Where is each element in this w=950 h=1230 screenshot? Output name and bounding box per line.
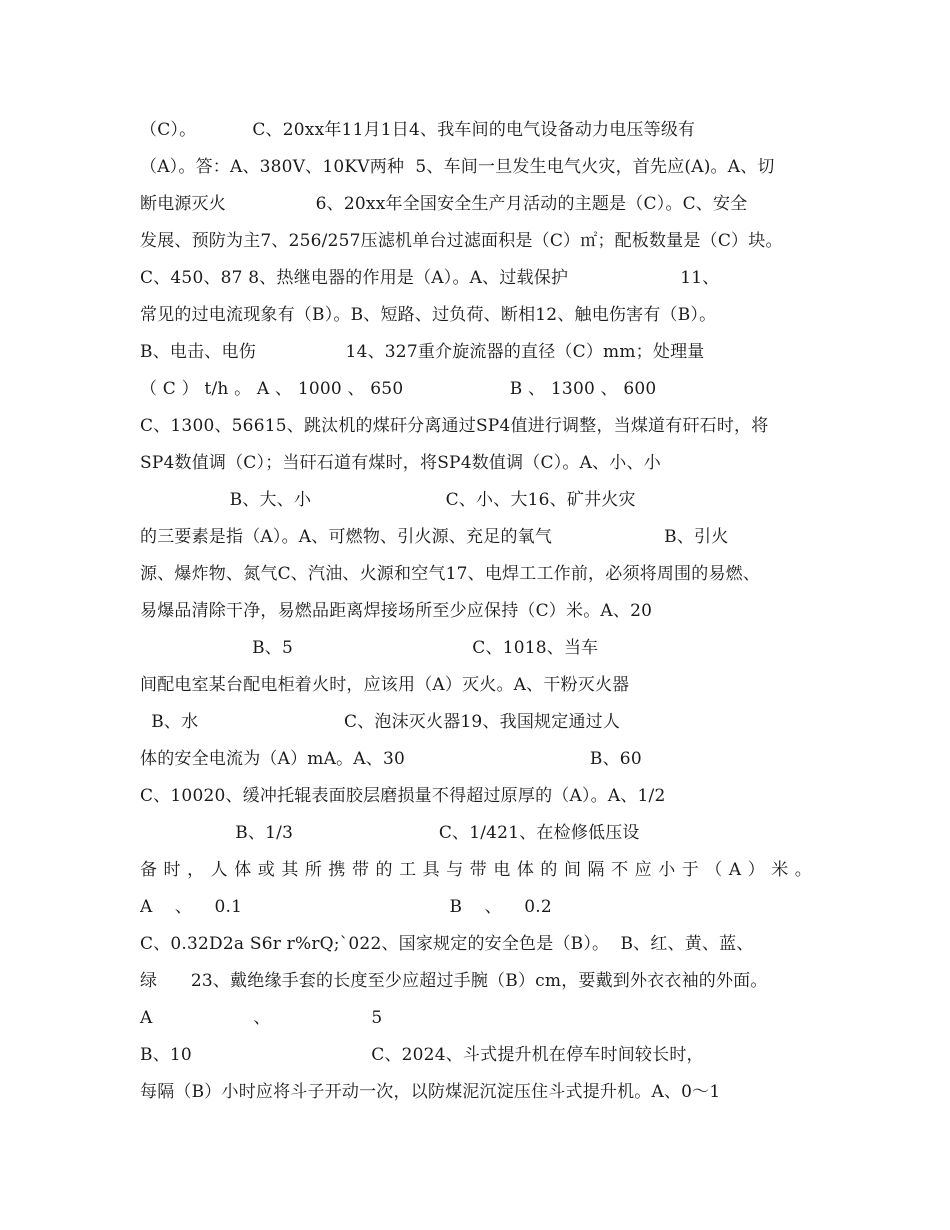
- text-line: C、0.32D2a S6r r%rQ;`022、国家规定的安全色是（B）。 B、红、黄、蓝、: [140, 934, 754, 954]
- text-line: （A）。答：A、380V、10KV两种 5、车间一旦发生电气火灾，首先应(A)。A、切: [140, 157, 775, 177]
- text-line: SP4数值调（C）；当矸石道有煤时，将SP4数值调（C）。A、小、小: [140, 453, 661, 473]
- text-line: C、1300、56615、跳汰机的煤矸分离通过SP4值进行调整，当煤道有矸石时，将: [140, 416, 769, 436]
- text-line: C、450、87 8、热继电器的作用是（A）。A、过载保护 11、: [140, 268, 720, 288]
- text-line: B、电击、电伤 14、327重介旋流器的直径（C）mm；处理量: [140, 342, 705, 362]
- text-line: 常见的过电流现象有（B）。B、短路、过负荷、断相12、触电伤害有（B）。: [140, 305, 717, 325]
- text-line: 易爆品清除干净，易燃品距离焊接场所至少应保持（C）米。A、20: [140, 601, 653, 621]
- text-line: 每隔（B）小时应将斗子开动一次，以防煤泥沉淀压住斗式提升机。A、0～1: [140, 1082, 721, 1102]
- text-line: A 、 5: [140, 1008, 383, 1028]
- text-line: 发展、预防为主7、256/257压滤机单台过滤面积是（C）㎡；配板数量是（C）块。: [140, 231, 783, 251]
- text-line: 断电源灭火 6、20xx年全国安全生产月活动的主题是（C）。C、安全: [140, 194, 748, 214]
- text-line: C、10020、缓冲托辊表面胶层磨损量不得超过原厚的（A）。A、1/2: [140, 786, 666, 806]
- text-line: 体的安全电流为（A）mA。A、30 B、60: [140, 749, 642, 769]
- text-line: B、1/3 C、1/421、在检修低压设: [140, 823, 640, 843]
- text-line: A 、 0.1 B 、 0.2: [140, 897, 552, 917]
- text-line: B、大、小 C、小、大16、矿井火灾: [140, 490, 636, 510]
- text-line: 源、爆炸物、氮气C、汽油、火源和空气17、电焊工工作前，必须将周围的易燃、: [140, 564, 761, 584]
- text-line: （ C ） t/h 。 A 、 1000 、 650 B 、 1300 、 600: [140, 379, 657, 399]
- text-line: B、5 C、1018、当车: [140, 638, 599, 658]
- text-line: B、10 C、2024、斗式提升机在停车时间较长时，: [140, 1045, 704, 1065]
- text-line: 绿 23、戴绝缘手套的长度至少应超过手腕（B）cm，要戴到外衣衣袖的外面。: [140, 971, 768, 991]
- text-line: 的三要素是指（A）。A、可燃物、引火源、充足的氧气 B、引火: [140, 527, 729, 547]
- text-line: B、水 C、泡沫灭火器19、我国规定通过人: [140, 712, 621, 732]
- text-line: （C）。 C、20xx年11月1日4、我车间的电气设备动力电压等级有: [140, 120, 696, 140]
- text-line: 备时，人体或其所携带的工具与带电体的间隔不应小于（A）米。: [140, 860, 812, 880]
- text-line: 间配电室某台配电柜着火时，应该用（A）灭火。A、干粉灭火器: [140, 675, 630, 695]
